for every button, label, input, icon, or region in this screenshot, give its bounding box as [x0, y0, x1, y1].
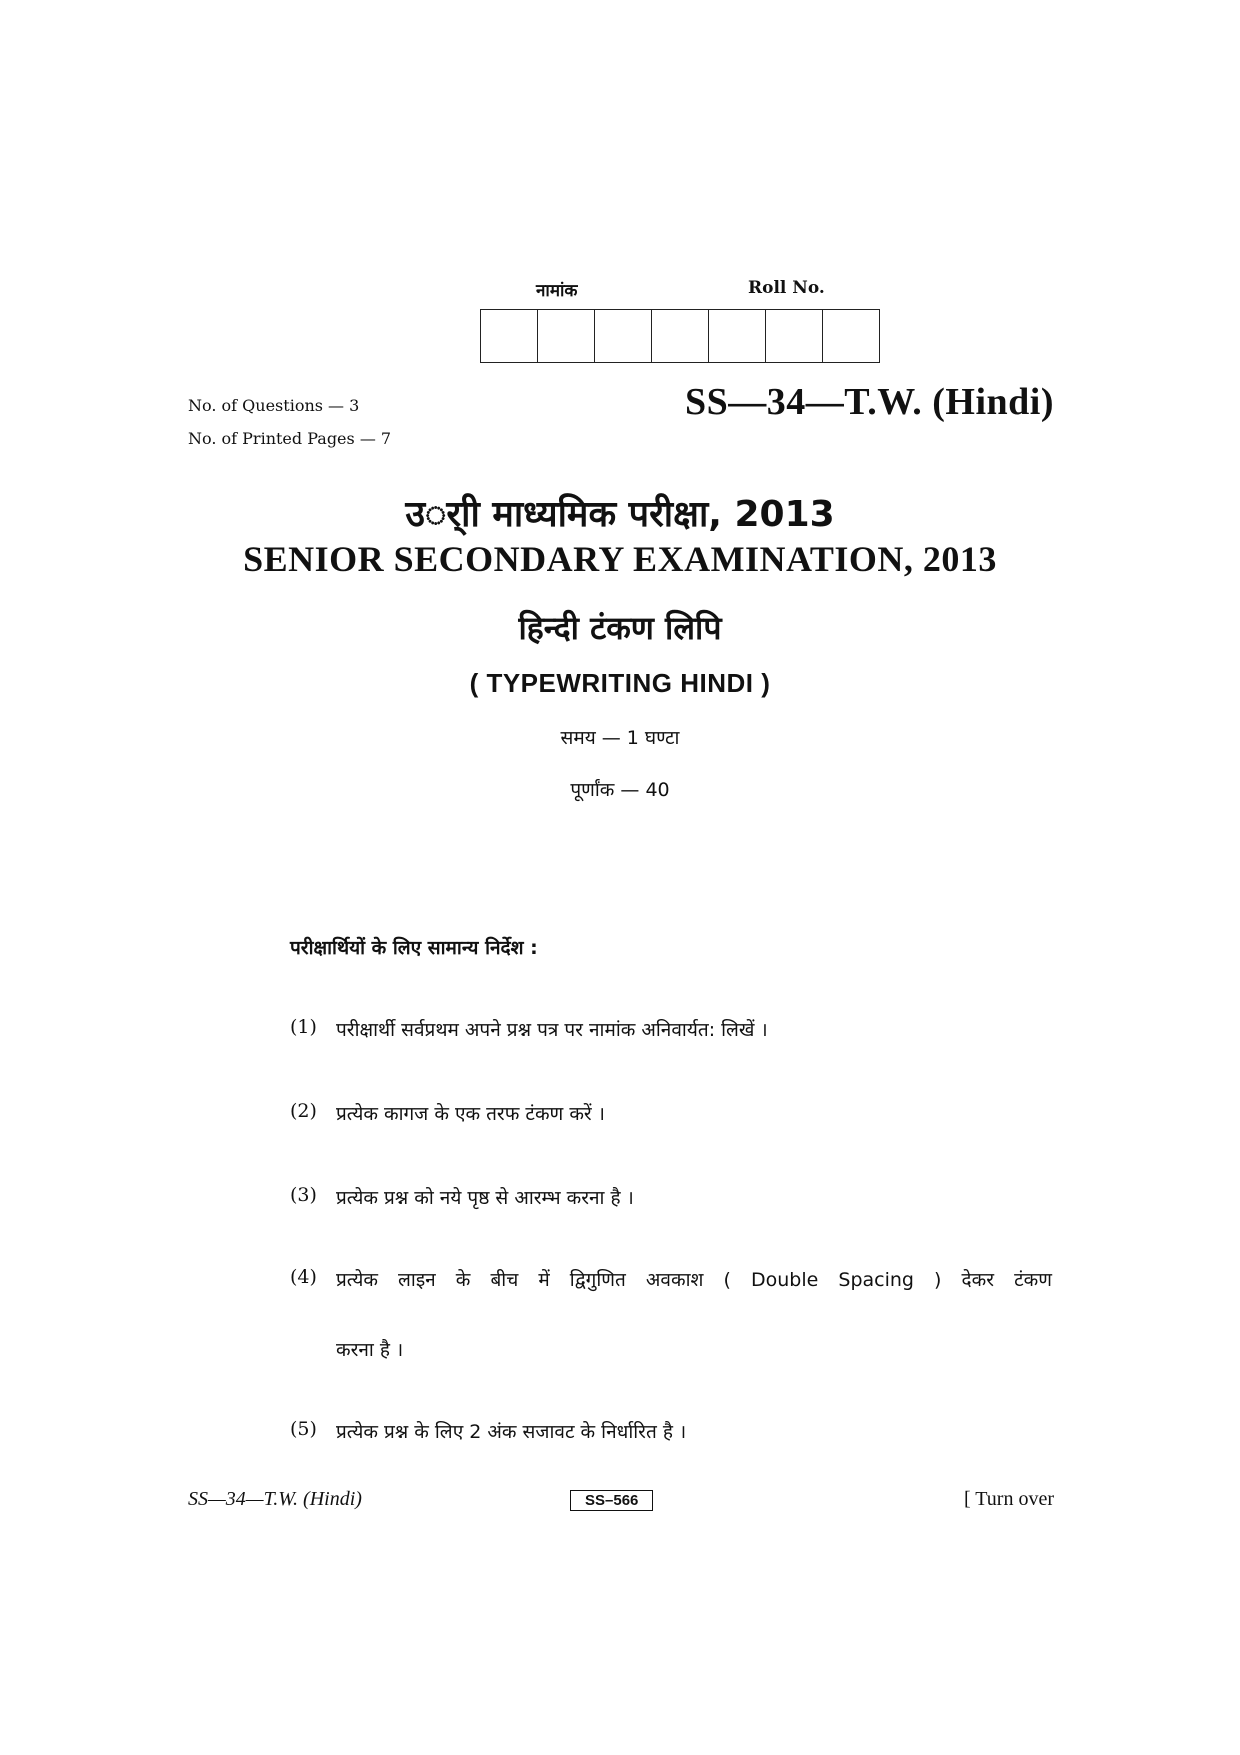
number-of-pages: No. of Printed Pages — 7 [188, 429, 392, 448]
roll-box[interactable] [765, 309, 823, 363]
instruction-text: प्रत्येक प्रश्न के लिए 2 अंक सजावट के निर्धारित है । [336, 1421, 687, 1443]
instruction-text: प्रत्येक लाइन के बीच में द्विगुणित अवकाश ( Double Spacing ) देकर टंकण [336, 1269, 1052, 1291]
roll-box[interactable] [651, 309, 709, 363]
roll-number-boxes [480, 309, 879, 363]
number-of-questions: No. of Questions — 3 [188, 396, 360, 415]
instruction-item [290, 1184, 1052, 1210]
instruction-number: (3) [290, 1184, 317, 1206]
instruction-text: परीक्षार्थी सर्वप्रथम अपने प्रश्न पत्र पर नामांक अनिवार्यत: लिखें । [336, 1019, 768, 1041]
total-marks: पूर्णांक — 40 [570, 779, 670, 801]
exam-title-hindi: उर्ाी माध्यमिक परीक्षा, 2013 [405, 494, 835, 535]
instruction-item [290, 1016, 1052, 1042]
instruction-number: (4) [290, 1266, 317, 1288]
roll-number-labels [480, 278, 900, 306]
roll-box[interactable] [708, 309, 766, 363]
subject-title-english: ( TYPEWRITING HINDI ) [469, 668, 771, 698]
instruction-number: (5) [290, 1418, 317, 1440]
subject-title-hindi: हिन्दी टंकण लिपि [518, 609, 722, 647]
instruction-text: प्रत्येक कागज के एक तरफ टंकण करें । [336, 1103, 605, 1125]
exam-title-english: SENIOR SECONDARY EXAMINATION, 2013 [243, 539, 997, 579]
footer-series-code: SS–566 [570, 1490, 653, 1511]
instruction-item [290, 1266, 1052, 1292]
instruction-number: (1) [290, 1016, 317, 1038]
exam-duration: समय — 1 घण्टा [560, 727, 680, 749]
roll-box[interactable] [822, 309, 880, 363]
turn-over-note: [ Turn over [963, 1488, 1054, 1510]
roll-label-english: Roll No. [748, 278, 825, 298]
instruction-item [290, 1100, 1052, 1126]
instruction-item [290, 1418, 1052, 1444]
instruction-continuation: करना है । [336, 1339, 404, 1361]
roll-label-hindi: नामांक [536, 281, 578, 301]
instruction-text: प्रत्येक प्रश्न को नये पृष्ठ से आरम्भ करना है । [336, 1187, 634, 1209]
footer-paper-code: SS—34—T.W. (Hindi) [188, 1488, 362, 1510]
instruction-number: (2) [290, 1100, 317, 1122]
instructions-heading: परीक्षार्थियों के लिए सामान्य निर्देश : [290, 937, 538, 959]
paper-code: SS—34—T.W. (Hindi) [684, 381, 1054, 423]
roll-box[interactable] [537, 309, 595, 363]
roll-box[interactable] [594, 309, 652, 363]
roll-box[interactable] [480, 309, 538, 363]
